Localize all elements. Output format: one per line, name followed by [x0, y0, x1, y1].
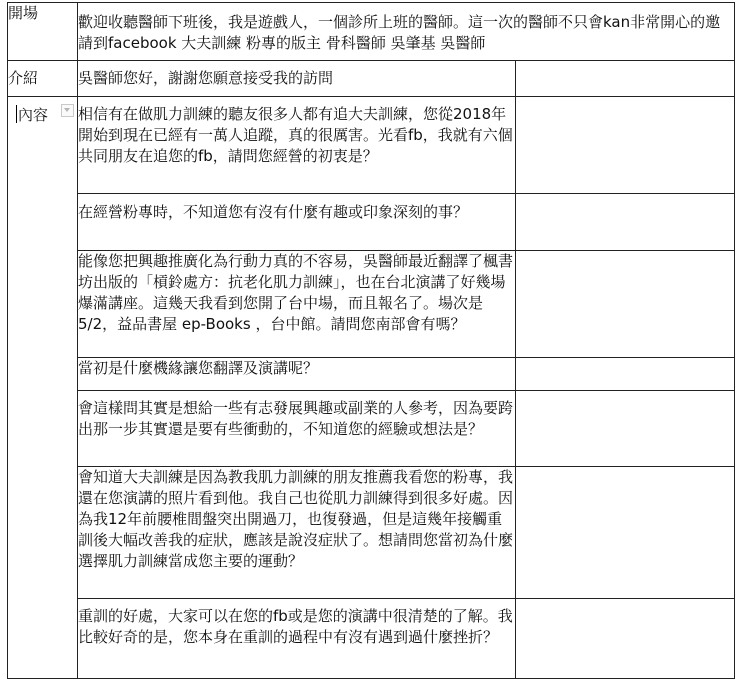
row-content-q4: [8, 358, 735, 391]
row-opening: [8, 3, 735, 61]
question-2[interactable]: 在經營粉專時，不知道您有沒有什麼有趣或印象深刻的事？: [78, 194, 516, 251]
answer-cell-5[interactable]: [516, 391, 735, 467]
collapse-arrow-icon[interactable]: [61, 104, 74, 117]
row-content-q7: [8, 599, 735, 679]
label-content: 內容: [18, 106, 49, 124]
question-1[interactable]: 相信有在做肌力訓練的聽友很多人都有追大夫訓練，您從2018年開始到現在已經有一萬人追蹤，真的很厲害。光看fb，我就有六個共同朋友在追您的fb，請問您經營的初衷是？: [78, 97, 516, 194]
answer-cell-1[interactable]: [516, 97, 735, 194]
question-3[interactable]: 能像您把興趣推廣化為行動力真的不容易，吳醫師最近翻譯了楓書坊出版的「槓鈴處方：抗老化肌力訓練」，也在台北演講了好幾場爆滿講座。這幾天我看到您開了台中場，而且報名了。場次是5/2，益品書屋 ep-Books ，台中館。請問您南部會有嗎？: [78, 251, 516, 358]
script-table: [7, 2, 735, 679]
question-6[interactable]: 會知道大夫訓練是因為教我肌力訓練的朋友推薦我看您的粉專，我還在您演講的照片看到他。我自己也從肌力訓練得到很多好處。因為我12年前腰椎間盤突出開過刀，也復發過，但是這幾年接觸重訓後大幅改善我的症狀，應該是說沒症狀了。想請問您當初為什麼選擇肌力訓練當成您主要的運動？: [78, 467, 516, 599]
label-intro[interactable]: 介紹: [8, 61, 78, 97]
answer-cell-2[interactable]: [516, 194, 735, 251]
row-content-q1: [8, 97, 735, 194]
intro-notes-cell[interactable]: [516, 61, 735, 97]
row-content-q3: [8, 251, 735, 358]
intro-text[interactable]: 吳醫師您好，謝謝您願意接受我的訪問: [78, 61, 516, 97]
answer-cell-6[interactable]: [516, 467, 735, 599]
answer-cell-4[interactable]: [516, 358, 735, 391]
label-content-cell[interactable]: [8, 97, 78, 679]
row-content-q6: [8, 467, 735, 599]
question-7[interactable]: 重訓的好處，大家可以在您的fb或是您的演講中很清楚的了解。我比較好奇的是，您本身在重訓的過程中有沒有遇到過什麼挫折？: [78, 599, 516, 679]
answer-cell-3[interactable]: [516, 251, 735, 358]
question-4[interactable]: 當初是什麼機緣讓您翻譯及演講呢？: [78, 358, 516, 391]
opening-text[interactable]: 歡迎收聽醫師下班後，我是遊戲人，一個診所上班的醫師。這一次的醫師不只會kan非常開心的邀請到facebook 大夫訓練 粉專的版主 骨科醫師 吳肇基 吳醫師: [78, 3, 735, 61]
row-intro: [8, 61, 735, 97]
row-content-q2: [8, 194, 735, 251]
question-5[interactable]: 會這樣問其實是想給一些有志發展興趣或副業的人參考，因為要跨出那一步其實還是要有些衝動的，不知道您的經驗或想法是？: [78, 391, 516, 467]
text-cursor: [16, 105, 17, 123]
answer-cell-7[interactable]: [516, 599, 735, 679]
label-opening[interactable]: 開場: [8, 3, 78, 61]
row-content-q5: [8, 391, 735, 467]
